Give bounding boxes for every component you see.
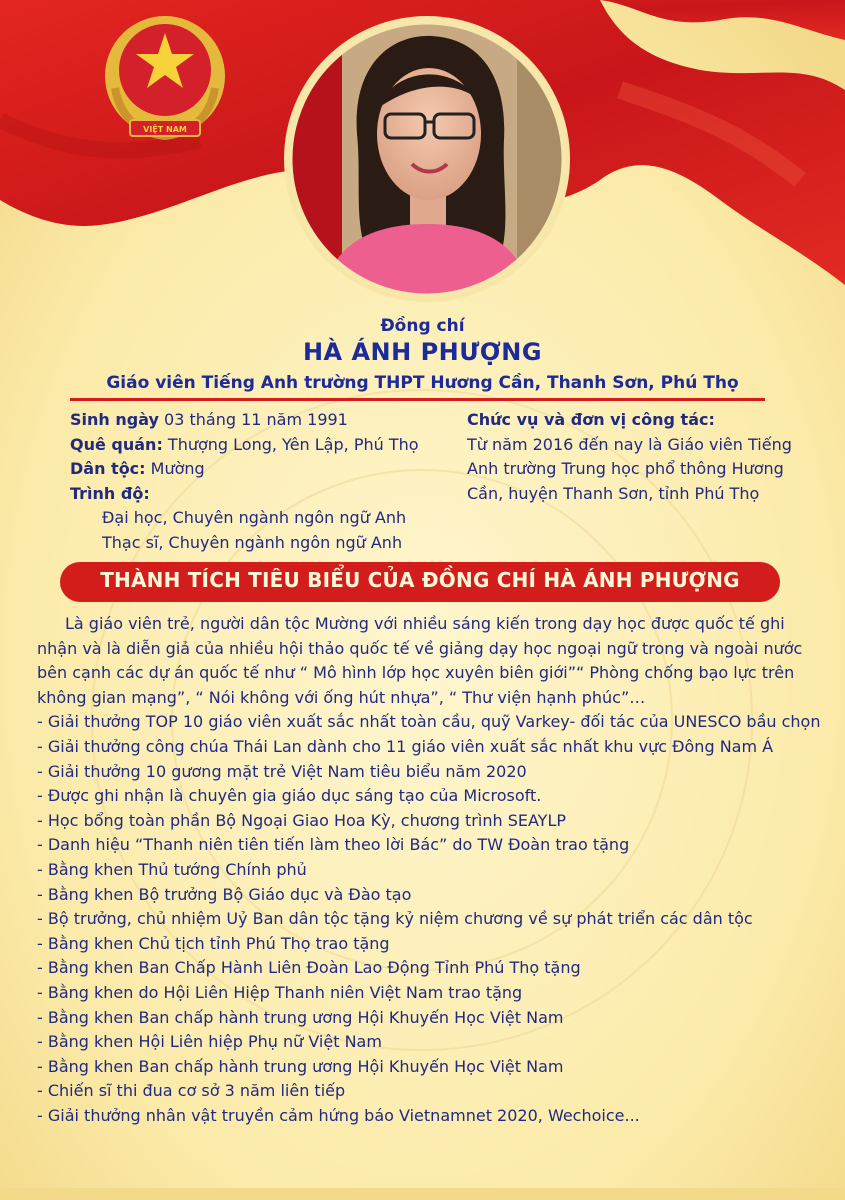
achievement-item: - Giải thưởng TOP 10 giáo viên xuất sắc nhất toàn cầu, quỹ Varkey- đối tác của UNESCO bầu chọn bbox=[37, 712, 821, 732]
achievement-item: - Danh hiệu “Thanh niên tiên tiến làm theo lời Bác” do TW Đoàn trao tặng bbox=[37, 835, 630, 855]
title-underline bbox=[70, 398, 765, 401]
degree-item: Đại học, Chuyên ngành ngôn ngữ Anh bbox=[102, 508, 407, 527]
hometown-row bbox=[70, 433, 470, 458]
education-row bbox=[70, 482, 470, 507]
achievement-item: - Học bổng toàn phần Bộ Ngoại Giao Hoa Kỳ, chương trình SEAYLP bbox=[37, 810, 566, 830]
work-line: Từ năm 2016 đến nay là Giáo viên Tiếng bbox=[467, 434, 792, 454]
work-line: Cần, huyện Thanh Sơn, tỉnh Phú Thọ bbox=[467, 483, 760, 503]
national-emblem bbox=[95, 8, 235, 148]
achievement-item: - Giải thưởng 10 gương mặt trẻ Việt Nam tiêu biểu năm 2020 bbox=[37, 761, 527, 781]
achievement-item: - Bằng khen Bộ trưởng Bộ Giáo dục và Đào tạo bbox=[37, 884, 412, 904]
honorific: Đồng chí bbox=[380, 316, 465, 336]
achievement-item: - Bằng khen Thủ tướng Chính phủ bbox=[37, 859, 307, 879]
ethnicity-label: Dân tộc: bbox=[70, 459, 146, 478]
achievements-title: THÀNH TÍCH TIÊU BIỂU CỦA ĐỒNG CHÍ HÀ ÁNH PHƯỢNG bbox=[100, 568, 740, 592]
emblem-text: VIỆT NAM bbox=[143, 125, 187, 134]
work-label: Chức vụ và đơn vị công tác: bbox=[467, 410, 715, 429]
person-name: HÀ ÁNH PHƯỢNG bbox=[302, 338, 543, 366]
degree-item: Thạc sĩ, Chuyên ngành ngôn ngữ Anh bbox=[102, 532, 403, 552]
birth-value: 03 tháng 11 năm 1991 bbox=[158, 410, 348, 429]
portrait-photo bbox=[282, 14, 572, 304]
achievement-item: - Được ghi nhận là chuyên gia giáo dục sáng tạo của Microsoft. bbox=[37, 786, 542, 806]
work-line: Anh trường Trung học phổ thông Hương bbox=[467, 459, 784, 478]
birth-row bbox=[70, 408, 470, 433]
profile-left bbox=[70, 408, 470, 555]
achievements-body bbox=[37, 612, 822, 1128]
achievement-item: - Bằng khen Chủ tịch tỉnh Phú Thọ trao tặng bbox=[37, 933, 390, 953]
hometown-label: Quê quán: bbox=[70, 434, 163, 454]
position-title: Giáo viên Tiếng Anh trường THPT Hương Cần, Thanh Sơn, Phú Thọ bbox=[106, 373, 739, 393]
achievement-item: - Bằng khen do Hội Liên Hiệp Thanh niên Việt Nam trao tặng bbox=[37, 982, 523, 1002]
hometown-value: Thượng Long, Yên Lập, Phú Thọ bbox=[162, 434, 419, 454]
ethnicity-row bbox=[70, 457, 470, 482]
achievements-intro: Là giáo viên trẻ, người dân tộc Mường với nhiều sáng kiến trong dạy học được quốc tế ghi nhận và là diễn giả của nhiều hội thảo quốc tế về giảng dạy học ngoại ngữ trong và ngoài nước bên cạnh các dự án quốc tế như “ Mô hình lớp học xuyên biên giới”“ Phòng chống bạo lực trên không gian mạng”, “ Nói không với ống hút nhựa”, “ Thư viện hạnh phúc”… bbox=[37, 614, 803, 707]
achievement-item: - Bằng khen Ban chấp hành trung ương Hội Khuyến Học Việt Nam bbox=[37, 1056, 564, 1076]
achievement-item: - Bằng khen Ban chấp hành trung ương Hội Khuyến Học Việt Nam bbox=[37, 1007, 564, 1027]
achievement-item: - Giải thưởng công chúa Thái Lan dành cho 11 giáo viên xuất sắc nhất khu vực Đông Nam Á bbox=[37, 736, 774, 756]
achievement-item: - Bằng khen Hội Liên hiệp Phụ nữ Việt Nam bbox=[37, 1032, 382, 1052]
achievement-item: - Bằng khen Ban Chấp Hành Liên Đoàn Lao Động Tỉnh Phú Thọ tặng bbox=[37, 958, 581, 978]
achievement-item: - Chiến sĩ thi đua cơ sở 3 năm liên tiếp bbox=[37, 1081, 346, 1101]
achievement-item: - Bộ trưởng, chủ nhiệm Uỷ Ban dân tộc tặng kỷ niệm chương về sự phát triển các dân tộc bbox=[37, 909, 753, 929]
achievement-item: - Giải thưởng nhân vật truyền cảm hứng báo Vietnamnet 2020, Wechoice... bbox=[37, 1105, 640, 1125]
birth-label: Sinh ngày bbox=[70, 410, 159, 429]
profile-right bbox=[467, 408, 827, 506]
ethnicity-value: Mường bbox=[145, 459, 205, 478]
education-label: Trình độ: bbox=[70, 483, 150, 503]
